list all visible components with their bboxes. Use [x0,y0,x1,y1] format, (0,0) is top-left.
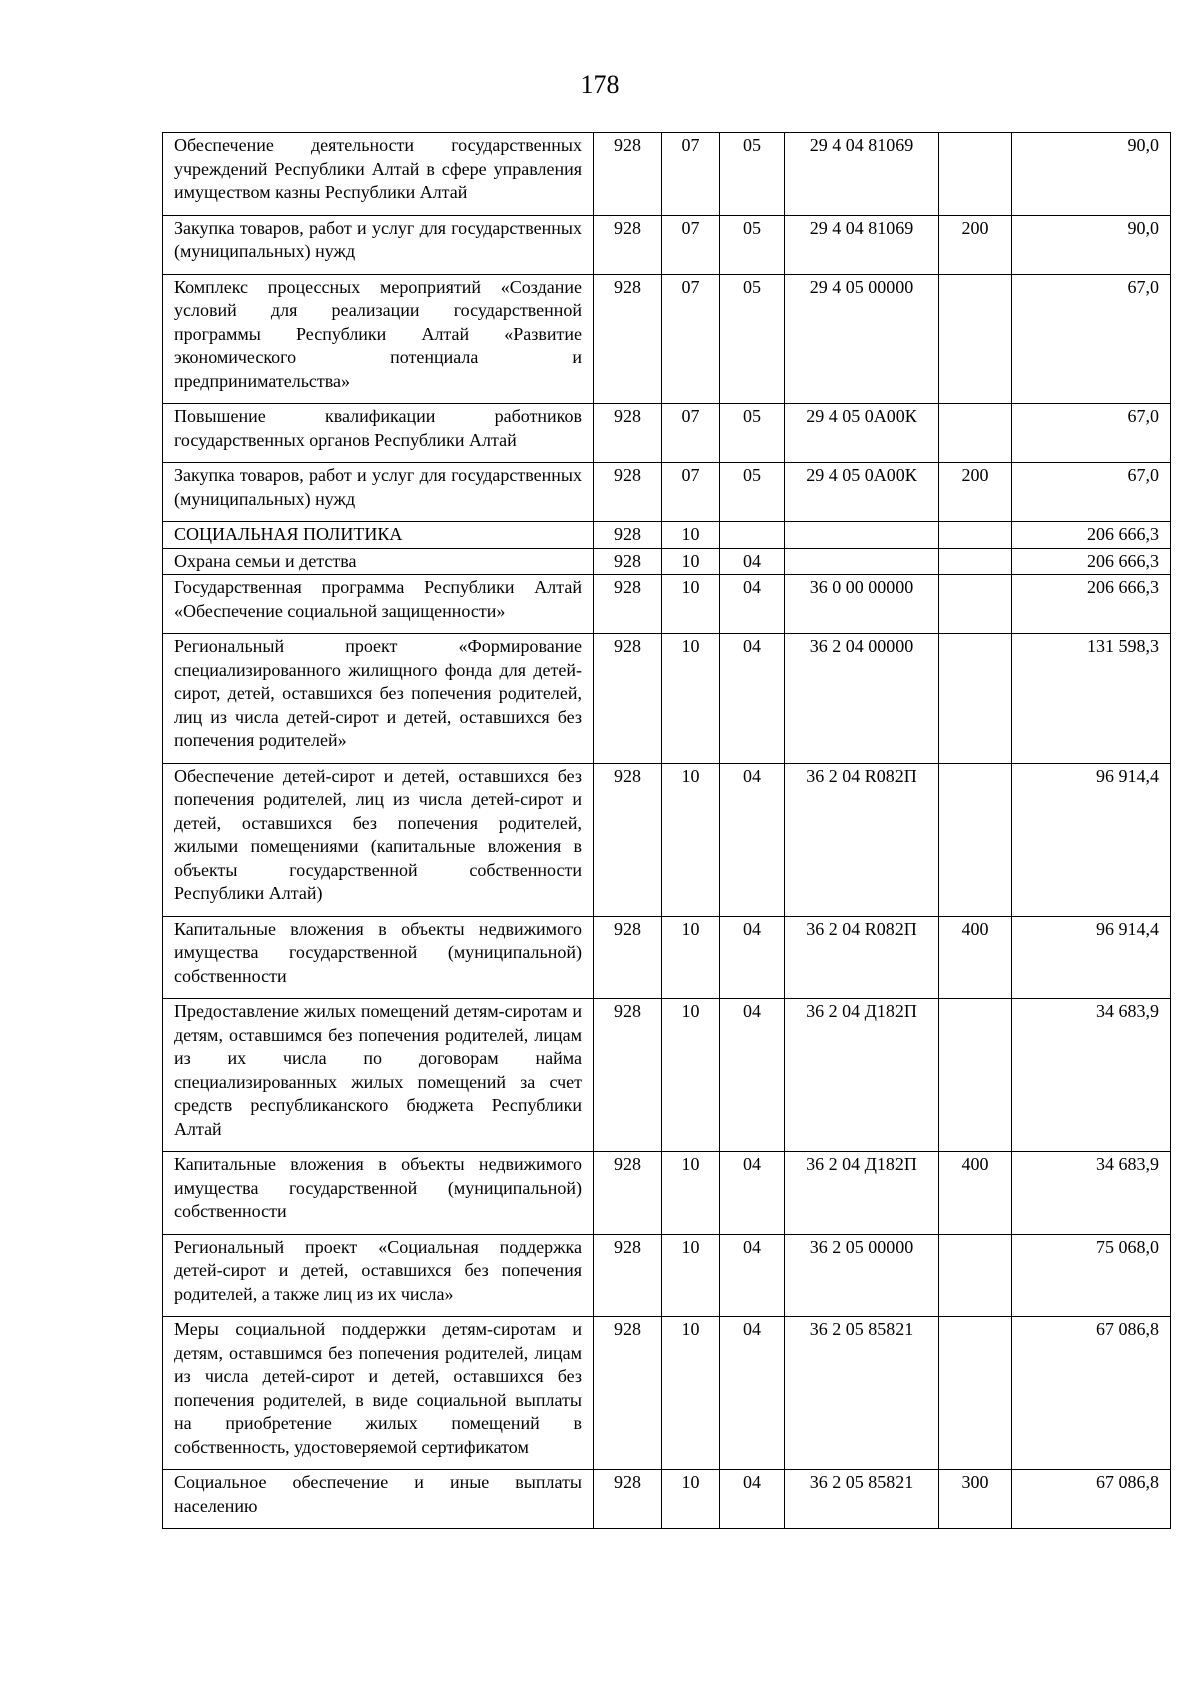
row-target-article-cell: 36 2 04 Д182П [785,999,939,1152]
row-ved-cell: 928 [594,548,662,575]
row-target-article-cell: 36 0 00 00000 [785,575,939,634]
row-expense-type-cell [939,999,1012,1152]
row-ved-cell: 928 [594,1317,662,1470]
row-subsection-cell: 04 [720,999,785,1152]
row-sum-cell: 67,0 [1012,274,1171,404]
row-sum-cell: 96 914,4 [1012,763,1171,916]
row-target-article-cell: 29 4 05 0А00К [785,404,939,463]
row-name-cell: СОЦИАЛЬНАЯ ПОЛИТИКА [163,522,594,549]
table-row [163,999,1171,1152]
row-name-cell: Закупка товаров, работ и услуг для государственных (муниципальных) нужд [163,215,594,274]
row-subsection-cell: 04 [720,1470,785,1529]
row-sum-cell: 67 086,8 [1012,1317,1171,1470]
table-row [163,575,1171,634]
table-row [163,1317,1171,1470]
row-expense-type-cell: 200 [939,463,1012,522]
table-row [163,522,1171,549]
row-sum-cell: 131 598,3 [1012,634,1171,764]
row-expense-type-cell [939,274,1012,404]
row-name-cell: Социальное обеспечение и иные выплаты населению [163,1470,594,1529]
row-target-article-cell: 36 2 04 00000 [785,634,939,764]
row-section-cell: 10 [662,548,720,575]
row-name-cell: Обеспечение деятельности государственных учреждений Республики Алтай в сфере управления имуществом казны Республики Алтай [163,133,594,216]
row-target-article-cell: 29 4 04 81069 [785,215,939,274]
table-row [163,763,1171,916]
row-subsection-cell: 05 [720,463,785,522]
row-section-cell: 07 [662,215,720,274]
row-section-cell: 10 [662,999,720,1152]
row-section-cell: 07 [662,133,720,216]
row-ved-cell: 928 [594,634,662,764]
row-section-cell: 10 [662,1317,720,1470]
row-subsection-cell: 05 [720,133,785,216]
row-expense-type-cell: 200 [939,215,1012,274]
row-expense-type-cell [939,575,1012,634]
row-expense-type-cell [939,1317,1012,1470]
row-name-cell: Предоставление жилых помещений детям-сиротам и детям, оставшимся без попечения родителей, лицам из их числа по договорам найма специализированных жилых помещений за счет средств республиканского бюджета Республики Алтай [163,999,594,1152]
row-expense-type-cell: 400 [939,1152,1012,1235]
table-row [163,215,1171,274]
row-target-article-cell: 36 2 05 85821 [785,1317,939,1470]
row-subsection-cell: 05 [720,215,785,274]
table-row [163,634,1171,764]
row-name-cell: Охрана семьи и детства [163,548,594,575]
row-subsection-cell: 04 [720,916,785,999]
row-ved-cell: 928 [594,1470,662,1529]
row-subsection-cell: 04 [720,763,785,916]
row-name-cell: Меры социальной поддержки детям-сиротам и детям, оставшимся без попечения родителей, лицам из числа детей-сирот и детей, оставшихся без попечения родителей, в виде социальной выплаты на приобретение жилых помещений в собственность, удостоверяемой сертификатом [163,1317,594,1470]
row-name-cell: Комплекс процессных мероприятий «Создание условий для реализации государственной программы Республики Алтай «Развитие экономического потенциала и предпринимательства» [163,274,594,404]
row-sum-cell: 206 666,3 [1012,522,1171,549]
row-ved-cell: 928 [594,522,662,549]
row-ved-cell: 928 [594,916,662,999]
row-expense-type-cell [939,133,1012,216]
row-section-cell: 07 [662,463,720,522]
row-target-article-cell: 36 2 04 R082П [785,916,939,999]
row-target-article-cell: 29 4 04 81069 [785,133,939,216]
row-name-cell: Обеспечение детей-сирот и детей, оставшихся без попечения родителей, лиц из числа детей-сирот и детей, оставшихся без попечения родителей, жилыми помещениями (капитальные вложения в объекты государственной собственности Республики Алтай) [163,763,594,916]
table-row [163,463,1171,522]
row-target-article-cell: 36 2 04 R082П [785,763,939,916]
row-name-cell: Региональный проект «Социальная поддержка детей-сирот и детей, оставшихся без попечения родителей, а также лиц из их числа» [163,1234,594,1317]
row-subsection-cell: 04 [720,1234,785,1317]
row-section-cell: 10 [662,916,720,999]
table-row [163,404,1171,463]
row-sum-cell: 96 914,4 [1012,916,1171,999]
row-subsection-cell: 05 [720,404,785,463]
row-subsection-cell: 04 [720,634,785,764]
row-name-cell: Повышение квалификации работников государственных органов Республики Алтай [163,404,594,463]
row-ved-cell: 928 [594,1152,662,1235]
row-ved-cell: 928 [594,463,662,522]
row-ved-cell: 928 [594,1234,662,1317]
row-sum-cell: 90,0 [1012,133,1171,216]
row-section-cell: 10 [662,575,720,634]
row-sum-cell: 67 086,8 [1012,1470,1171,1529]
row-section-cell: 10 [662,1470,720,1529]
row-subsection-cell: 04 [720,575,785,634]
row-ved-cell: 928 [594,575,662,634]
row-expense-type-cell [939,404,1012,463]
row-subsection-cell [720,522,785,549]
row-sum-cell: 90,0 [1012,215,1171,274]
row-section-cell: 07 [662,274,720,404]
row-section-cell: 10 [662,522,720,549]
table-row [163,1470,1171,1529]
row-expense-type-cell [939,1234,1012,1317]
row-section-cell: 10 [662,763,720,916]
row-ved-cell: 928 [594,763,662,916]
row-name-cell: Капитальные вложения в объекты недвижимого имущества государственной (муниципальной) собственности [163,1152,594,1235]
row-expense-type-cell [939,763,1012,916]
row-sum-cell: 67,0 [1012,404,1171,463]
row-section-cell: 10 [662,634,720,764]
row-target-article-cell [785,522,939,549]
row-target-article-cell: 36 2 05 00000 [785,1234,939,1317]
table-row [163,1152,1171,1235]
row-subsection-cell: 05 [720,274,785,404]
row-target-article-cell: 29 4 05 0А00К [785,463,939,522]
row-section-cell: 07 [662,404,720,463]
row-target-article-cell [785,548,939,575]
row-ved-cell: 928 [594,999,662,1152]
row-ved-cell: 928 [594,133,662,216]
row-subsection-cell: 04 [720,548,785,575]
table-row [163,548,1171,575]
row-ved-cell: 928 [594,215,662,274]
row-sum-cell: 75 068,0 [1012,1234,1171,1317]
row-subsection-cell: 04 [720,1317,785,1470]
table-row [163,133,1171,216]
row-sum-cell: 67,0 [1012,463,1171,522]
row-name-cell: Региональный проект «Формирование специализированного жилищного фонда для детей-сирот, детей, оставшихся без попечения родителей, лиц из числа детей-сирот и детей, оставшихся без попечения родителей» [163,634,594,764]
row-expense-type-cell: 400 [939,916,1012,999]
table-row [163,916,1171,999]
row-expense-type-cell [939,548,1012,575]
row-sum-cell: 206 666,3 [1012,548,1171,575]
row-target-article-cell: 36 2 05 85821 [785,1470,939,1529]
row-sum-cell: 34 683,9 [1012,999,1171,1152]
row-expense-type-cell: 300 [939,1470,1012,1529]
row-target-article-cell: 36 2 04 Д182П [785,1152,939,1235]
table-row [163,274,1171,404]
table-body [163,133,1171,1529]
row-target-article-cell: 29 4 05 00000 [785,274,939,404]
row-section-cell: 10 [662,1152,720,1235]
row-expense-type-cell [939,522,1012,549]
budget-table [162,132,1171,1529]
page-number: 178 [580,70,620,99]
row-name-cell: Капитальные вложения в объекты недвижимого имущества государственной (муниципальной) собственности [163,916,594,999]
row-ved-cell: 928 [594,404,662,463]
row-section-cell: 10 [662,1234,720,1317]
row-subsection-cell: 04 [720,1152,785,1235]
row-sum-cell: 206 666,3 [1012,575,1171,634]
row-name-cell: Закупка товаров, работ и услуг для государственных (муниципальных) нужд [163,463,594,522]
row-ved-cell: 928 [594,274,662,404]
row-expense-type-cell [939,634,1012,764]
table-row [163,1234,1171,1317]
row-sum-cell: 34 683,9 [1012,1152,1171,1235]
row-name-cell: Государственная программа Республики Алтай «Обеспечение социальной защищенности» [163,575,594,634]
